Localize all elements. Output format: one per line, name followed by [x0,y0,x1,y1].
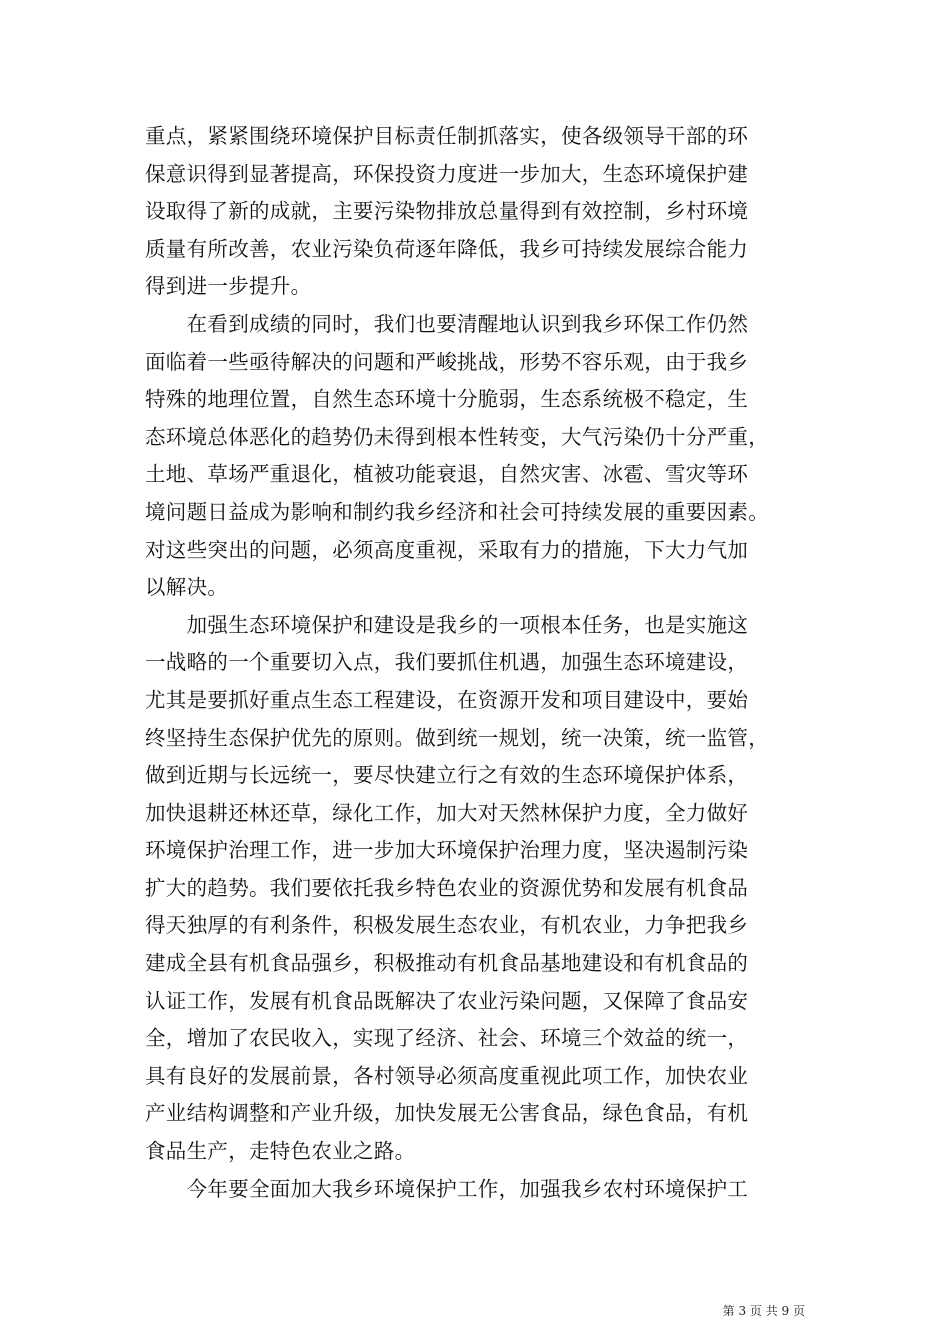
text-line: 终坚持生态保护优先的原则。做到统一规划，统一决策，统一监管， [145,725,769,750]
document-body [145,118,810,1208]
text-line: 食品生产，走特色农业之路。 [145,1139,416,1164]
text-line: 具有良好的发展前景，各村领导必须高度重视此项工作，加快农业 [145,1063,749,1088]
page-number-footer: 第 3 页 共 9 页 [722,1304,805,1318]
text-line: 得天独厚的有利条件，积极发展生态农业，有机农业，力争把我乡 [145,913,749,938]
text-line: 一战略的一个重要切入点，我们要抓住机遇，加强生态环境建设， [145,650,749,675]
text-line: 在看到成绩的同时，我们也要清醒地认识到我乡环保工作仍然 [145,311,749,336]
text-line: 面临着一些亟待解决的问题和严峻挑战，形势不容乐观，由于我乡 [145,349,749,374]
text-line: 环境保护治理工作，进一步加大环境保护治理力度，坚决遏制污染 [145,838,749,863]
text-line: 保意识得到显著提高，环保投资力度进一步加大，生态环境保护建 [145,161,749,186]
text-line: 设取得了新的成就，主要污染物排放总量得到有效控制，乡村环境 [145,199,749,224]
text-line: 认证工作，发展有机食品既解决了农业污染问题，又保障了食品安 [145,988,749,1013]
text-line: 尤其是要抓好重点生态工程建设，在资源开发和项目建设中，要始 [145,687,749,712]
text-line: 加强生态环境保护和建设是我乡的一项根本任务，也是实施这 [145,612,749,637]
text-line: 重点，紧紧围绕环境保护目标责任制抓落实，使各级领导干部的环 [145,124,749,148]
text-line: 扩大的趋势。我们要依托我乡特色农业的资源优势和发展有机食品 [145,875,749,900]
text-line: 态环境总体恶化的趋势仍未得到根本性转变，大气污染仍十分严重， [145,424,769,449]
text-line: 以解决。 [145,575,229,600]
text-line: 境问题日益成为影响和制约我乡经济和社会可持续发展的重要因素。 [145,499,769,524]
text-line: 做到近期与长远统一，要尽快建立行之有效的生态环境保护体系， [145,763,749,788]
text-line: 得到进一步提升。 [145,274,312,299]
text-line: 全，增加了农民收入，实现了经济、社会、环境三个效益的统一， [145,1026,749,1051]
text-line: 建成全县有机食品强乡，积极推动有机食品基地建设和有机食品的 [145,951,749,976]
text-line: 特殊的地理位置，自然生态环境十分脆弱，生态系统极不稳定，生 [145,387,749,412]
text-line: 加快退耕还林还草，绿化工作，加大对天然林保护力度，全力做好 [145,800,749,825]
text-line: 土地、草场严重退化，植被功能衰退，自然灾害、冰雹、雪灾等环 [145,462,749,487]
text-line: 质量有所改善，农业污染负荷逐年降低，我乡可持续发展综合能力 [145,236,749,261]
text-line: 产业结构调整和产业升级，加快发展无公害食品，绿色食品，有机 [145,1101,749,1126]
text-line: 今年要全面加大我乡环境保护工作，加强我乡农村环境保护工 [145,1176,749,1201]
text-line: 对这些突出的问题，必须高度重视，采取有力的措施，下大力气加 [145,537,749,562]
